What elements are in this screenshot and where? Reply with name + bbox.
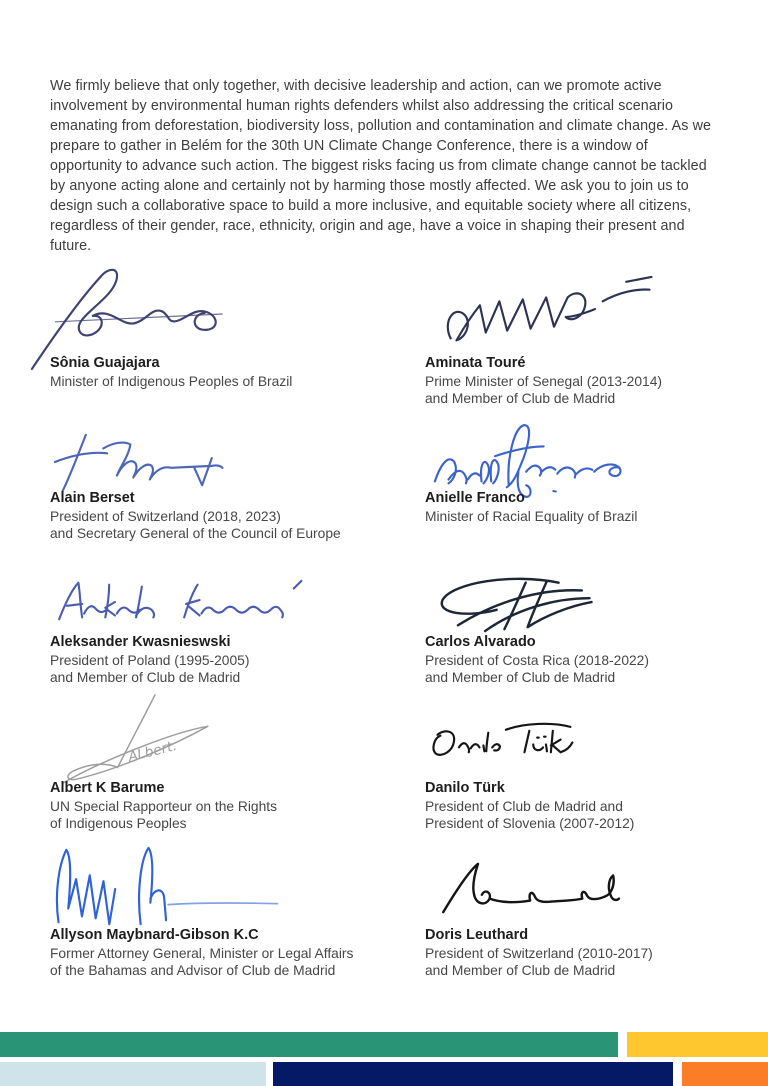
signature-aleksander-kwasnieswski [50,577,326,627]
signatory-title: Former Attorney General, Minister or Legal Affairs [50,946,354,961]
signatory-carlos-alvarado [425,566,720,686]
signatory-name: Albert K Barume [50,780,165,796]
intro-paragraph: We firmly believe that only together, with decisive leadership and action, can we promote active involvement by environmental human rights defenders whilst also addressing the critical scenario emanating from deforestation, biodiversity loss, pollution and contamination and climate change. As we prepare to gather in Belém for the 30th UN Climate Change Conference, there is a window of opportunity to advance such action. The biggest risks facing us from climate change cannot be tackled by anyone acting alone and certainly not by harming those mostly affected. We ask you to join us to design such a collaborative space to build a more inclusive, and equitable society where all citizens, regardless of their gender, race, ethnicity, origin and age, have a voice in shaping their present and future. [50,78,712,254]
signature-albert-k-barume [56,695,244,787]
signatory-anielle-franco [425,425,720,542]
signatory-name: Alain Berset [50,490,135,506]
signature-doris-leuthard [435,860,633,916]
signatory-name: Aminata Touré [425,355,526,371]
signature-danilo-turk [427,721,575,765]
document-content [50,76,720,979]
signatory-title: and Member of Club de Madrid [425,962,616,978]
signature-area [425,260,720,354]
signatory-name: Doris Leuthard [425,927,529,943]
signature-area [50,696,425,779]
signature-carlos-alvarado [433,573,601,633]
signatory-title: and Member of Club de Madrid [425,390,616,406]
signatory-title: President of Club de Madrid and [425,799,623,814]
signature-row-5 [50,844,720,979]
signature-text-albert: ALbert. [126,737,179,766]
signature-sonia-guajajara [28,264,234,364]
signatory-title: and Member of Club de Madrid [50,669,241,685]
signatory-title: of Indigenous Peoples [50,815,187,831]
footer-bar-green [0,1032,618,1057]
signatory-doris-leuthard [425,844,720,979]
signatory-title: President of Costa Rica (2018-2022) [425,653,649,668]
signature-row-1 [50,260,720,407]
signature-area [50,566,425,633]
signatory-alain-berset [50,425,425,542]
signatory-name: Aleksander Kwasnieswski [50,634,231,650]
signatory-name: Allyson Maybnard-Gibson K.C [50,927,259,943]
signature-area [425,696,720,779]
footer-bar-light-blue [0,1062,266,1086]
signatory-title: UN Special Rapporteur on the Rights [50,799,278,814]
signatory-title: President of Switzerland (2010-2017) [425,946,653,961]
signatory-name: Danilo Türk [425,780,505,796]
signature-area [425,425,720,489]
signature-area [50,425,425,489]
signatory-title: President of Slovenia (2007-2012) [425,815,635,831]
signatory-sonia-guajajara [50,260,425,407]
footer-bar-yellow [627,1032,768,1057]
signature-allyson-maybnard-gibson [50,844,286,932]
signatory-aleksander-kwasnieswski [50,566,425,686]
signatory-title: Minister of Racial Equality of Brazil [425,509,638,524]
signature-row-3 [50,566,720,686]
signatory-name: Carlos Alvarado [425,634,536,650]
signatory-title: of the Bahamas and Advisor of Club de Madrid [50,962,336,978]
signature-aminata-toure [439,276,667,354]
signature-area [425,844,720,926]
footer-bar-orange [682,1062,768,1086]
signatory-albert-k-barume [50,696,425,832]
signature-row-2 [50,425,720,542]
signature-area [50,260,425,354]
signatory-danilo-turk [425,696,720,832]
signature-row-4 [50,696,720,832]
signature-grid [50,260,720,979]
signatory-title: and Secretary General of the Council of Europe [50,525,341,541]
signature-area [425,566,720,633]
signatory-name: Sônia Guajajara [50,355,160,371]
signature-alain-berset [50,431,236,493]
signatory-title: Prime Minister of Senegal (2013-2014) [425,374,662,389]
signatory-title: and Member of Club de Madrid [425,669,616,685]
signatory-title: President of Poland (1995-2005) [50,653,250,668]
signatory-allyson-maybnard-gibson [50,844,425,979]
signatory-title: President of Switzerland (2018, 2023) [50,509,281,524]
signatory-aminata-toure [425,260,720,407]
signatory-title: Minister of Indigenous Peoples of Brazil [50,374,293,389]
signature-area [50,844,425,926]
signatory-name: Anielle Franco [425,490,525,506]
footer-bar-navy [273,1062,673,1086]
